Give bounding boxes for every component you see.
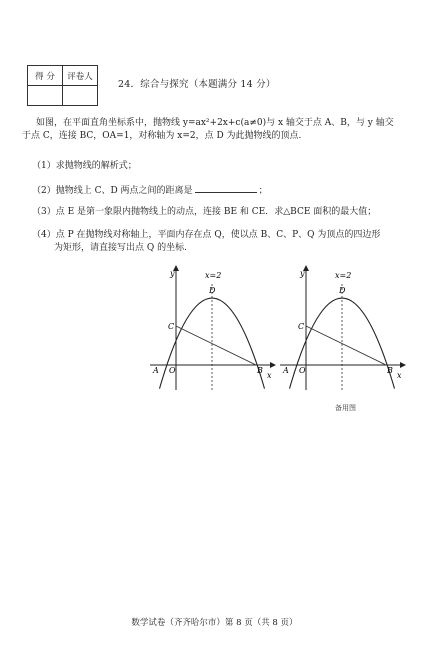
page-footer: 数学试卷（齐齐哈尔市）第 8 页（共 8 页） [131, 618, 298, 628]
sub-question-2-text: （2）抛物线上 C、D 两点之间的距离是 [32, 186, 193, 196]
question-title: 24．综合与探究（本题满分 14 分） [118, 79, 276, 90]
x-axis-label: x [267, 371, 272, 380]
sub-question-2 [32, 183, 268, 198]
problem-intro [22, 117, 410, 143]
grader-cell [63, 86, 98, 106]
point-b-label: B [257, 366, 263, 375]
score-cell [28, 86, 63, 106]
sub-question-2-tail: ； [258, 186, 268, 196]
x-axis-label: x [397, 371, 402, 380]
score-header: 得 分 [28, 66, 63, 86]
point-b-label: B [387, 366, 393, 375]
sub-question-4-line-2: 为矩形，请直接写出点 Q 的坐标. [54, 243, 187, 253]
main-figure [148, 262, 280, 396]
point-d-label: D [209, 286, 216, 295]
point-d-label: D [339, 286, 346, 295]
symmetry-label: x=2 [205, 271, 222, 280]
backup-figure [278, 262, 410, 396]
point-c-label: C [298, 322, 305, 331]
point-a-label: A [153, 366, 159, 375]
point-c-label: C [168, 322, 175, 331]
intro-line-1: 如图，在平面直角坐标系中，抛物线 y=ax²+2x+c(a≠0)与 x 轴交于点 A、B，与 y 轴交 [36, 118, 394, 128]
answer-blank [195, 183, 257, 193]
origin-label: O [169, 366, 176, 375]
intro-line-2: 于点 C，连接 BC，OA=1，对称轴为 x=2，点 D 为此抛物线的顶点. [22, 131, 302, 141]
y-axis-label: y [300, 269, 305, 278]
y-axis-label: y [170, 269, 175, 278]
sub-question-3: （3）点 E 是第一象限内抛物线上的动点，连接 BE 和 CE．求△BCE 面积的最大值； [32, 207, 377, 217]
sub-question-4-line-1: （4）点 P 在抛物线对称轴上，平面内存在点 Q，使以点 B、C、P、Q 为顶点的四边形 [32, 230, 381, 240]
point-a-label: A [283, 366, 289, 375]
score-box [27, 65, 98, 106]
symmetry-label: x=2 [335, 271, 352, 280]
grader-header: 评卷人 [63, 66, 98, 86]
sub-question-1: （1）求抛物线的解析式； [32, 161, 137, 171]
sub-question-4 [32, 229, 408, 255]
origin-label: O [299, 366, 306, 375]
backup-figure-caption: 备用图 [335, 404, 356, 412]
